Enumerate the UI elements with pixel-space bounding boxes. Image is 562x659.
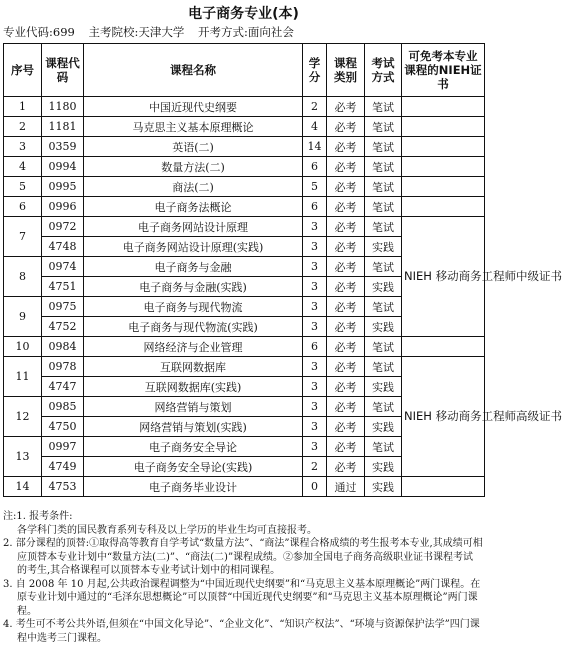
code-cell: 0994 bbox=[42, 157, 84, 177]
name-cell: 电子商务与现代物流 bbox=[84, 297, 303, 317]
header-exam: 考试方式 bbox=[365, 44, 402, 97]
header-type: 课程类别 bbox=[327, 44, 365, 97]
credit-cell: 2 bbox=[303, 457, 327, 477]
seq-cell: 2 bbox=[4, 117, 42, 137]
name-cell: 马克思主义基本原理概论 bbox=[84, 117, 303, 137]
exam-cell: 笔试 bbox=[365, 177, 402, 197]
cert-cell-empty bbox=[402, 197, 485, 217]
credit-cell: 4 bbox=[303, 117, 327, 137]
credit-cell: 3 bbox=[303, 237, 327, 257]
header-code: 课程代码 bbox=[42, 44, 84, 97]
exam-cell: 笔试 bbox=[365, 197, 402, 217]
table-row bbox=[4, 357, 485, 377]
header-credit: 学分 bbox=[303, 44, 327, 97]
type-cell: 必考 bbox=[327, 137, 365, 157]
credit-cell: 3 bbox=[303, 397, 327, 417]
type-cell: 必考 bbox=[327, 397, 365, 417]
credit-cell: 6 bbox=[303, 337, 327, 357]
name-cell: 网络营销与策划 bbox=[84, 397, 303, 417]
credit-cell: 3 bbox=[303, 417, 327, 437]
code-cell: 0975 bbox=[42, 297, 84, 317]
note-4: 4. 考生可不考公共外语,但须在“中国文化导论”、“企业文化”、“知识产权法”、“环境与资源保护法学”四门课程中选考三门课程。 bbox=[3, 619, 480, 644]
seq-cell: 9 bbox=[4, 297, 42, 337]
code-cell: 4748 bbox=[42, 237, 84, 257]
credit-cell: 3 bbox=[303, 297, 327, 317]
type-cell: 必考 bbox=[327, 377, 365, 397]
name-cell: 电子商务安全导论 bbox=[84, 437, 303, 457]
name-cell: 电子商务网站设计原理 bbox=[84, 217, 303, 237]
host-school: 主考院校:天津大学 bbox=[88, 25, 185, 39]
type-cell: 必考 bbox=[327, 437, 365, 457]
type-cell: 必考 bbox=[327, 177, 365, 197]
course-table bbox=[3, 43, 562, 497]
credit-cell: 6 bbox=[303, 197, 327, 217]
name-cell: 互联网数据库(实践) bbox=[84, 377, 303, 397]
program-code: 专业代码:699 bbox=[3, 25, 75, 39]
table-row bbox=[4, 177, 485, 197]
name-cell: 电子商务网站设计原理(实践) bbox=[84, 237, 303, 257]
cert-cell-empty bbox=[402, 97, 485, 117]
name-cell: 电子商务安全导论(实践) bbox=[84, 457, 303, 477]
code-cell: 0997 bbox=[42, 437, 84, 457]
credit-cell: 3 bbox=[303, 277, 327, 297]
code-cell: 4750 bbox=[42, 417, 84, 437]
name-cell: 电子商务与金融 bbox=[84, 257, 303, 277]
name-cell: 商法(二) bbox=[84, 177, 303, 197]
seq-cell: 5 bbox=[4, 177, 42, 197]
exam-cell: 实践 bbox=[365, 477, 402, 497]
exam-cell: 笔试 bbox=[365, 257, 402, 277]
code-cell: 0972 bbox=[42, 217, 84, 237]
code-cell: 1180 bbox=[42, 97, 84, 117]
name-cell: 网络营销与策划(实践) bbox=[84, 417, 303, 437]
exam-mode: 开考方式:面向社会 bbox=[198, 25, 294, 39]
code-cell: 0978 bbox=[42, 357, 84, 377]
seq-cell: 10 bbox=[4, 337, 42, 357]
type-cell: 必考 bbox=[327, 417, 365, 437]
type-cell: 必考 bbox=[327, 357, 365, 377]
type-cell: 必考 bbox=[327, 117, 365, 137]
type-cell: 必考 bbox=[327, 277, 365, 297]
name-cell: 电子商务毕业设计 bbox=[84, 477, 303, 497]
name-cell: 电子商务法概论 bbox=[84, 197, 303, 217]
table-row bbox=[4, 97, 485, 117]
seq-cell: 7 bbox=[4, 217, 42, 257]
table-header-row bbox=[4, 44, 485, 97]
name-cell: 中国近现代史纲要 bbox=[84, 97, 303, 117]
exam-cell: 笔试 bbox=[365, 217, 402, 237]
page-title: 电子商务专业(本) bbox=[188, 6, 299, 22]
seq-cell: 6 bbox=[4, 197, 42, 217]
cert-high-cell: NIEH 移动商务工程师高级证书 bbox=[402, 357, 485, 477]
note-1: 注:1. 报考条件: bbox=[3, 511, 73, 522]
seq-cell: 14 bbox=[4, 477, 42, 497]
credit-cell: 3 bbox=[303, 357, 327, 377]
code-cell: 4752 bbox=[42, 317, 84, 337]
exam-cell: 实践 bbox=[365, 237, 402, 257]
header-seq: 序号 bbox=[4, 44, 42, 97]
code-cell: 4753 bbox=[42, 477, 84, 497]
code-cell: 1181 bbox=[42, 117, 84, 137]
cert-cell-empty bbox=[402, 137, 485, 157]
type-cell: 必考 bbox=[327, 457, 365, 477]
type-cell: 必考 bbox=[327, 317, 365, 337]
header-name: 课程名称 bbox=[84, 44, 303, 97]
exam-cell: 实践 bbox=[365, 417, 402, 437]
exam-cell: 笔试 bbox=[365, 97, 402, 117]
seq-cell: 8 bbox=[4, 257, 42, 297]
type-cell: 必考 bbox=[327, 97, 365, 117]
credit-cell: 6 bbox=[303, 157, 327, 177]
type-cell: 必考 bbox=[327, 217, 365, 237]
name-cell: 网络经济与企业管理 bbox=[84, 337, 303, 357]
table-row bbox=[4, 157, 485, 177]
type-cell: 必考 bbox=[327, 257, 365, 277]
seq-cell: 12 bbox=[4, 397, 42, 437]
code-cell: 0984 bbox=[42, 337, 84, 357]
name-cell: 英语(二) bbox=[84, 137, 303, 157]
type-cell: 必考 bbox=[327, 157, 365, 177]
credit-cell: 3 bbox=[303, 217, 327, 237]
name-cell: 互联网数据库 bbox=[84, 357, 303, 377]
code-cell: 0974 bbox=[42, 257, 84, 277]
name-cell: 数量方法(二) bbox=[84, 157, 303, 177]
seq-cell: 4 bbox=[4, 157, 42, 177]
type-cell: 通过 bbox=[327, 477, 365, 497]
cert-cell-empty bbox=[402, 477, 485, 497]
type-cell: 必考 bbox=[327, 297, 365, 317]
table-row bbox=[4, 217, 485, 237]
exam-cell: 实践 bbox=[365, 457, 402, 477]
code-cell: 0995 bbox=[42, 177, 84, 197]
cert-cell-empty bbox=[402, 117, 485, 137]
table-row bbox=[4, 477, 485, 497]
header-cert: 可免考本专业课程的NIEH证书 bbox=[402, 44, 485, 97]
code-cell: 0996 bbox=[42, 197, 84, 217]
seq-cell: 11 bbox=[4, 357, 42, 397]
credit-cell: 3 bbox=[303, 377, 327, 397]
credit-cell: 14 bbox=[303, 137, 327, 157]
exam-cell: 笔试 bbox=[365, 397, 402, 417]
credit-cell: 3 bbox=[303, 437, 327, 457]
credit-cell: 3 bbox=[303, 257, 327, 277]
credit-cell: 0 bbox=[303, 477, 327, 497]
type-cell: 必考 bbox=[327, 237, 365, 257]
cert-cell-empty bbox=[402, 177, 485, 197]
code-cell: 0985 bbox=[42, 397, 84, 417]
code-cell: 4747 bbox=[42, 377, 84, 397]
exam-cell: 笔试 bbox=[365, 357, 402, 377]
name-cell: 电子商务与现代物流(实践) bbox=[84, 317, 303, 337]
code-cell: 4749 bbox=[42, 457, 84, 477]
exam-cell: 笔试 bbox=[365, 437, 402, 457]
note-1-body: 各学科门类的国民教育系列专科及以上学历的毕业生均可直接报考。 bbox=[17, 524, 317, 536]
exam-cell: 笔试 bbox=[365, 297, 402, 317]
table-row bbox=[4, 197, 485, 217]
code-cell: 0359 bbox=[42, 137, 84, 157]
seq-cell: 1 bbox=[4, 97, 42, 117]
type-cell: 必考 bbox=[327, 197, 365, 217]
table-row bbox=[4, 337, 485, 357]
credit-cell: 5 bbox=[303, 177, 327, 197]
table-row bbox=[4, 137, 485, 157]
notes-section bbox=[3, 510, 483, 645]
exam-cell: 实践 bbox=[365, 277, 402, 297]
credit-cell: 3 bbox=[303, 317, 327, 337]
exam-cell: 笔试 bbox=[365, 337, 402, 357]
cert-cell-empty bbox=[402, 157, 485, 177]
note-2: 2. 部分课程的顶替:①取得高等教育自学考试“数量方法”、“商法”课程合格成绩的考生报考本专业,其成绩可相应顶替本专业计划中“数量方法(二)”、“商法(二)”课程成绩。②参加全国电子商务高级职业证书课程考试的考生,其合格课程可以顶替本专业考试计划中的相同课程。 bbox=[3, 538, 483, 576]
exam-cell: 实践 bbox=[365, 377, 402, 397]
exam-cell: 笔试 bbox=[365, 157, 402, 177]
cert-cell-empty bbox=[402, 337, 485, 357]
code-cell: 4751 bbox=[42, 277, 84, 297]
program-meta bbox=[3, 24, 304, 40]
cert-mid-cell: NIEH 移动商务工程师中级证书 bbox=[402, 217, 485, 337]
note-3: 3. 自 2008 年 10 月起,公共政治课程调整为“中国近现代史纲要”和“马克思主义基本原理概论”两门课程。在原专业计划中通过的“毛泽东思想概论”可以顶替“中国近现代史纲要”和“马克思主义基本原理概论”两门课程。 bbox=[3, 578, 481, 617]
table-row bbox=[4, 117, 485, 137]
name-cell: 电子商务与金融(实践) bbox=[84, 277, 303, 297]
exam-cell: 笔试 bbox=[365, 117, 402, 137]
seq-cell: 13 bbox=[4, 437, 42, 477]
credit-cell: 2 bbox=[303, 97, 327, 117]
exam-cell: 实践 bbox=[365, 317, 402, 337]
type-cell: 必考 bbox=[327, 337, 365, 357]
seq-cell: 3 bbox=[4, 137, 42, 157]
exam-cell: 笔试 bbox=[365, 137, 402, 157]
